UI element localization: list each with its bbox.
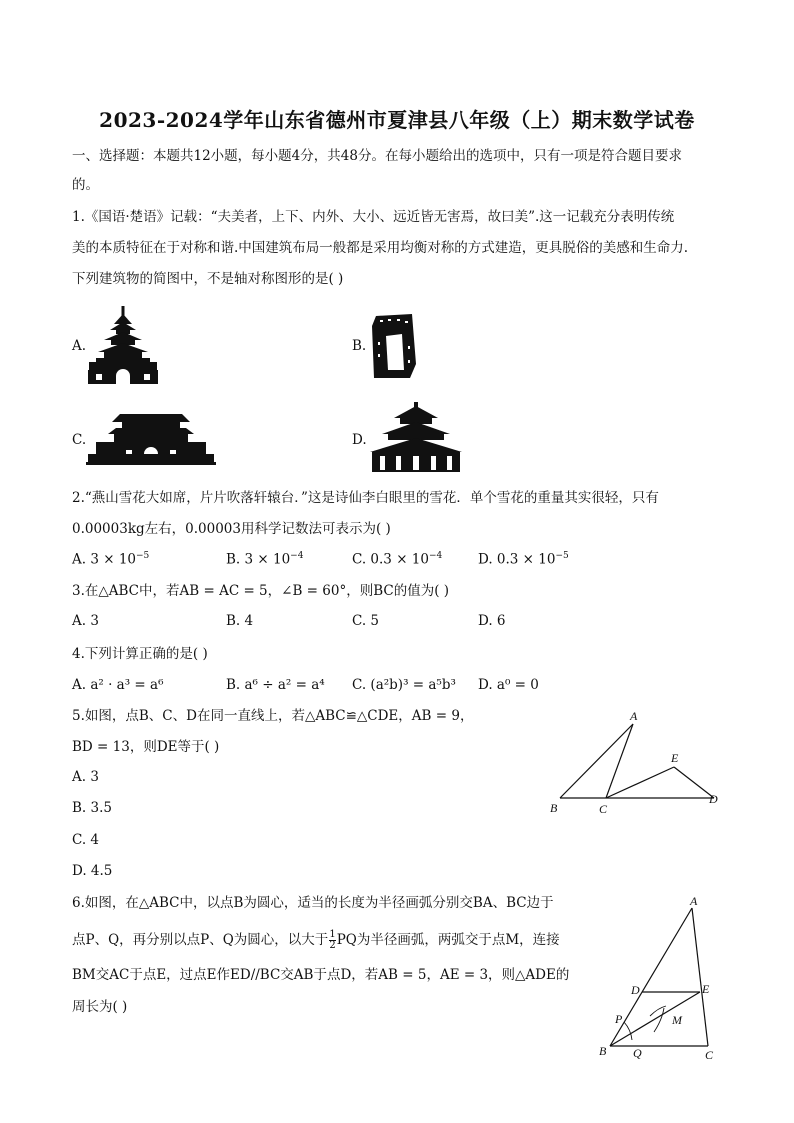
q6-label-c: C	[705, 1048, 714, 1062]
q6-label-d: D	[631, 983, 640, 997]
q6-line-4: 周长为( )	[72, 999, 128, 1015]
q1-line-2: 美的本质特征在于对称和谐.中国建筑布局一般都是采用均衡对称的方式建造，更具脱俗的美感和生命力.	[72, 240, 689, 256]
q4-line-1: 4.下列计算正确的是( )	[72, 646, 208, 662]
q3-option-c: C. 5	[352, 613, 380, 629]
q5-option-a: A. 3	[72, 769, 99, 785]
q2-option-c: C. $0.3 \times 10^{-4}$	[352, 551, 443, 568]
q1-option-d-label: D.	[352, 432, 367, 448]
tiananmen-building-image	[86, 410, 216, 466]
section-heading-line-2: 的。	[72, 177, 99, 193]
q5-line-2: BD = 13，则DE等于( )	[72, 739, 220, 755]
q4-option-b: B. a⁶ ÷ a² = a⁴	[226, 677, 325, 693]
q2-option-a: A. $3 \times 10^{-5}$	[72, 551, 150, 568]
q5-option-b: B. 3.5	[72, 800, 112, 816]
q6-label-q: Q	[633, 1046, 642, 1060]
q2-option-b: B. $3 \times 10^{-4}$	[226, 551, 304, 568]
q1-option-a-label: A.	[72, 338, 87, 354]
q6-label-a: A	[690, 894, 698, 908]
q5-label-a: A	[630, 709, 638, 723]
q2-line-2: 0.00003kg左右，0.00003用科学记数法可表示为( )	[72, 521, 391, 537]
q5-label-e: E	[671, 751, 679, 765]
section-heading-line-1: 一、选择题：本题共12小题，每小题4分，共48分。在每小题给出的选项中，只有一项是符合题目要求	[72, 148, 682, 164]
q1-option-b-label: B.	[352, 338, 367, 354]
q6-line-2: 点P、Q，再分别以点P、Q为圆心，以大于 $\frac{1}{2}$ PQ为半径画弧，两弧交于点M，连接	[72, 929, 560, 951]
q2-line-1: 2.“燕山雪花大如席，片片吹落轩辕台．”这是诗仙李白眼里的雪花．单个雪花的重量其实很轻，只有	[72, 490, 659, 506]
q4-option-c: C. (a²b)³ = a⁵b³	[352, 677, 456, 693]
q5-label-b: B	[550, 801, 558, 815]
q6-label-p: P	[615, 1012, 623, 1026]
q5-option-c: C. 4	[72, 832, 100, 848]
q3-option-b: B. 4	[226, 613, 254, 629]
q1-option-c-label: C.	[72, 432, 87, 448]
q4-option-a: A. a² · a³ = a⁶	[72, 677, 164, 693]
q6-label-m: M	[672, 1013, 682, 1027]
q6-triangle-figure	[580, 890, 730, 1068]
q5-label-d: D	[709, 792, 718, 806]
q5-triangle-figure	[540, 702, 730, 822]
q2-option-d: D. $0.3 \times 10^{-5}$	[478, 551, 569, 568]
q5-option-d: D. 4.5	[72, 863, 113, 879]
temple-of-heaven-building-image	[366, 402, 466, 474]
q3-line-1: 3.在△ABC中，若AB = AC = 5，∠B = 60°，则BC的值为( )	[72, 583, 450, 599]
q5-line-1: 5.如图，点B、C、D在同一直线上，若△ABC≌△CDE，AB = 9，	[72, 708, 474, 724]
q6-line-3: BM交AC于点E，过点E作ED//BC交AB于点D，若AB = 5，AE = 3，则△ADE的	[72, 967, 570, 983]
page-title: 2023-2024学年山东省德州市夏津县八年级（上）期末数学试卷	[99, 108, 695, 132]
q6-label-e: E	[702, 982, 710, 996]
q5-label-c: C	[599, 802, 608, 816]
pagoda-building-image	[86, 304, 160, 386]
q4-option-d: D. a⁰ = 0	[478, 677, 539, 693]
q6-line-1: 6.如图，在△ABC中，以点B为圆心，适当的长度为半径画弧分别交BA、BC边于	[72, 895, 554, 911]
q6-label-b: B	[599, 1044, 607, 1058]
q3-option-a: A. 3	[72, 613, 99, 629]
cctv-tower-building-image	[370, 312, 422, 380]
q1-line-3: 下列建筑物的简图中，不是轴对称图形的是( )	[72, 271, 344, 287]
q1-line-1: 1.《国语·楚语》记载：“夫美者，上下、内外、大小、远近皆无害焉，故曰美”.这一记载充分表明传统	[72, 209, 675, 225]
fraction-one-half: $\frac{1}{2}$	[329, 929, 336, 951]
q3-option-d: D. 6	[478, 613, 506, 629]
